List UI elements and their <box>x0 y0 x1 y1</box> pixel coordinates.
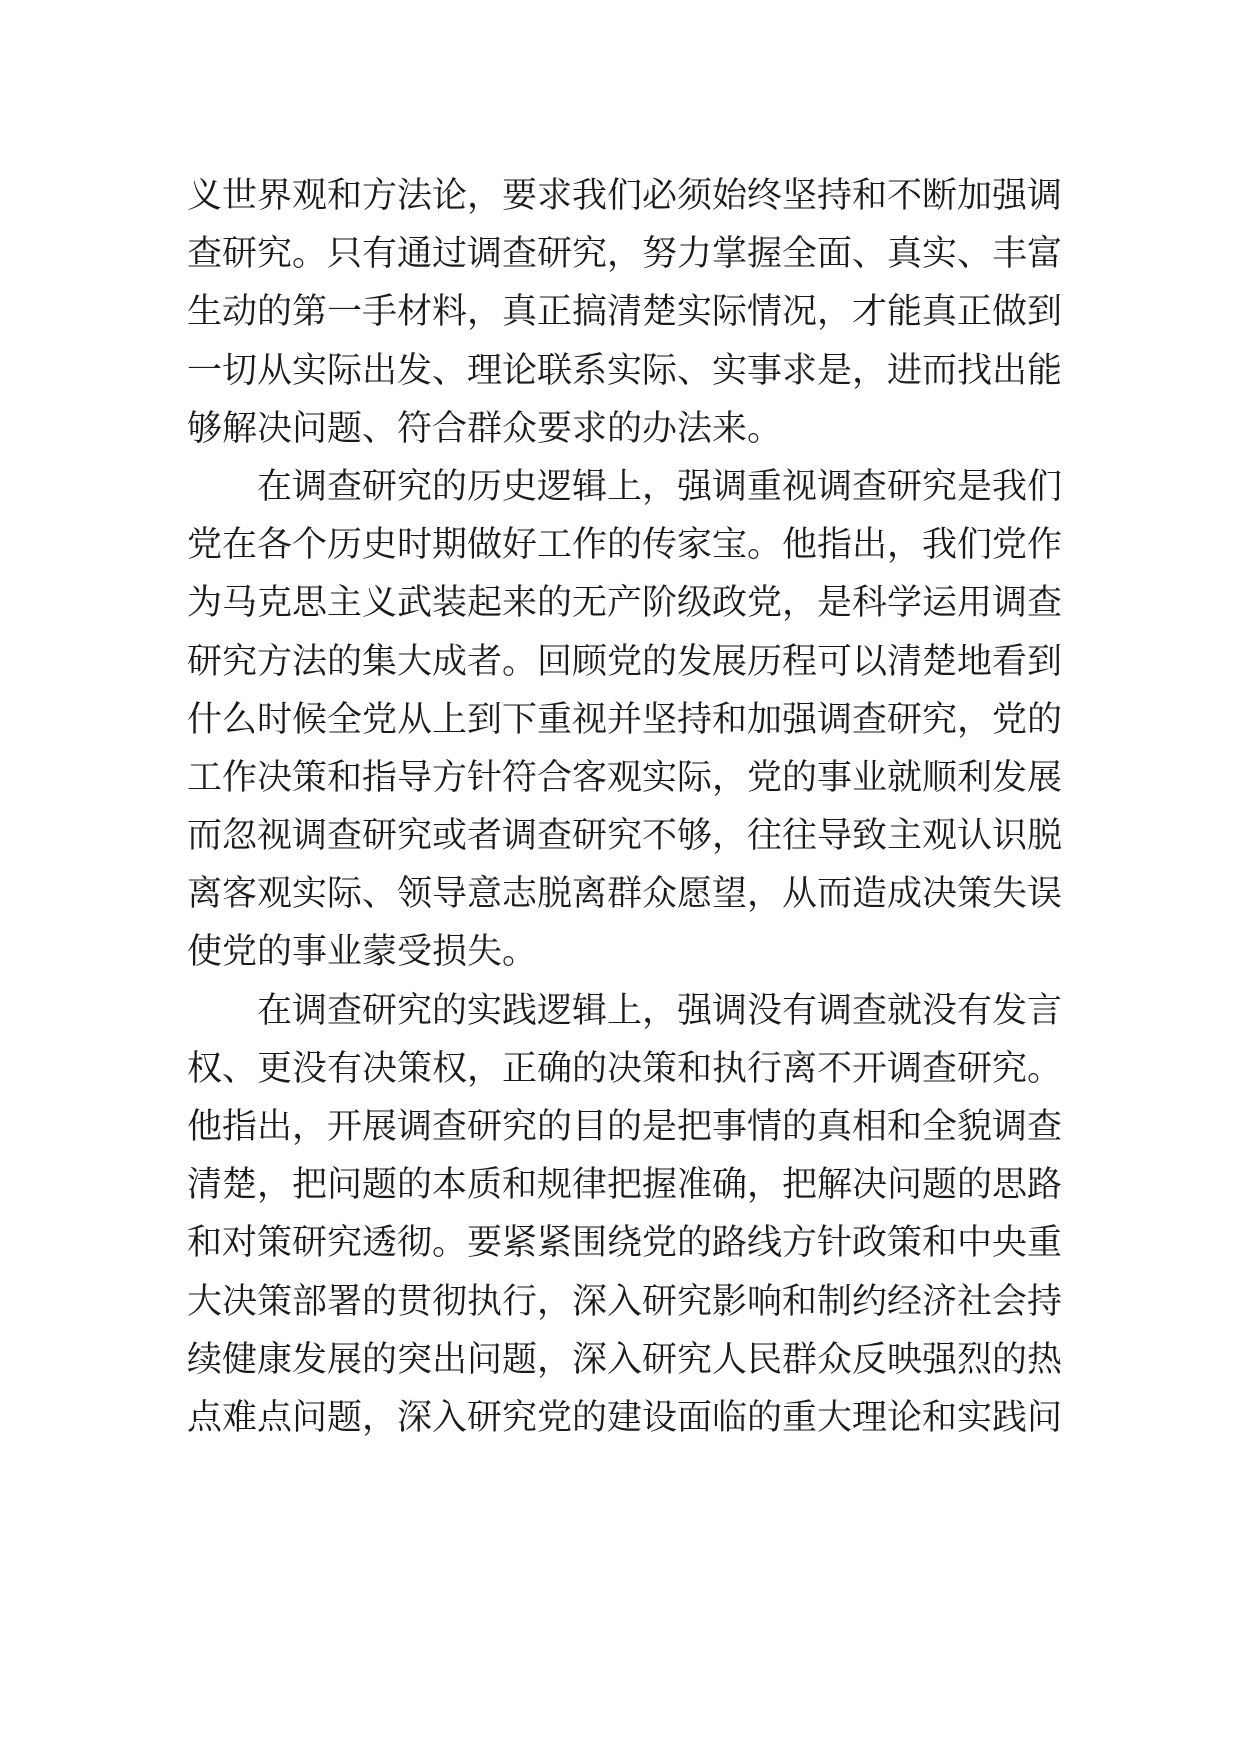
text-line: 清楚，把问题的本质和规律把握准确，把解决问题的思路 <box>187 1165 1063 1206</box>
paragraph-continued <box>187 167 1063 458</box>
document-body <box>187 167 1063 1447</box>
text-line: 够解决问题、符合群众要求的办法来。 <box>187 408 783 449</box>
paragraph-historical-logic <box>187 458 1063 982</box>
text-line: 续健康发展的突出问题，深入研究人民群众反映强烈的热 <box>187 1339 1063 1380</box>
paragraph-practical-logic <box>187 982 1063 1448</box>
text-line: 研究方法的集大成者。回顾党的发展历程可以清楚地看到 <box>187 641 1063 682</box>
text-line: 生动的第一手材料，真正搞清楚实际情况，才能真正做到 <box>187 292 1063 333</box>
text-line: 点难点问题，深入研究党的建设面临的重大理论和实践问 <box>187 1397 1063 1438</box>
text-line: 他指出，开展调查研究的目的是把事情的真相和全貌调查 <box>187 1107 1063 1147</box>
text-line: 在调查研究的实践逻辑上，强调没有调查就没有发言 <box>257 990 1063 1031</box>
text-line: 而忽视调查研究或者调查研究不够，往往导致主观认识脱 <box>187 816 1063 857</box>
text-line: 义世界观和方法论，要求我们必须始终坚持和不断加强调 <box>187 176 1063 216</box>
text-line: 查研究。只有通过调查研究，努力掌握全面、真实、丰富 <box>187 234 1063 275</box>
text-line: 在调查研究的历史逻辑上，强调重视调查研究是我们 <box>257 466 1063 507</box>
text-line: 党在各个历史时期做好工作的传家宝。他指出，我们党作 <box>187 525 1063 566</box>
text-line: 使党的事业蒙受损失。 <box>187 932 538 973</box>
text-line: 权、更没有决策权，正确的决策和执行离不开调查研究。 <box>187 1048 1063 1089</box>
text-line: 离客观实际、领导意志脱离群众愿望，从而造成决策失误 <box>187 874 1063 915</box>
text-line: 什么时候全党从上到下重视并坚持和加强调查研究，党的 <box>187 699 1063 740</box>
text-line: 一切从实际出发、理论联系实际、实事求是，进而找出能 <box>187 350 1063 391</box>
text-line: 大决策部署的贯彻执行，深入研究影响和制约经济社会持 <box>187 1281 1063 1322</box>
text-line: 工作决策和指导方针符合客观实际，党的事业就顺利发展 <box>187 757 1063 798</box>
text-line: 为马克思主义武装起来的无产阶级政党，是科学运用调查 <box>187 583 1063 624</box>
text-line: 和对策研究透彻。要紧紧围绕党的路线方针政策和中央重 <box>187 1223 1063 1264</box>
